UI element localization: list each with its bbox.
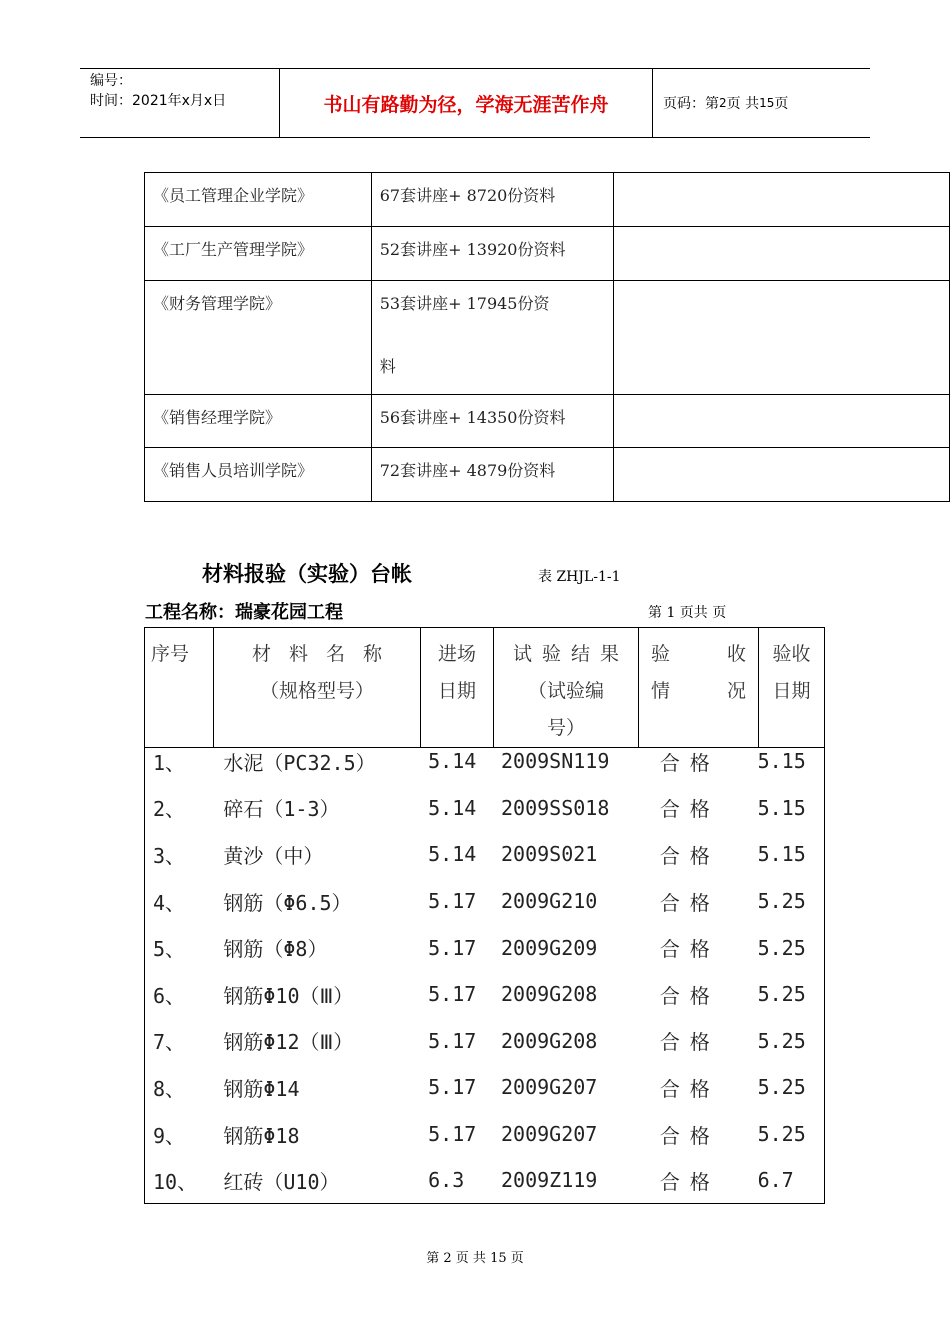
row-test-result: 2009S021	[501, 842, 598, 867]
header-entry-line: 进场	[437, 643, 476, 665]
row-entry-date: 5.17	[428, 1075, 477, 1100]
header-accept-char: 情	[651, 680, 671, 702]
page-mid: 页 共	[726, 96, 760, 112]
resource-note	[614, 173, 950, 227]
row-material: 碎石（1-3）	[223, 797, 340, 822]
row-entry-date: 5.17	[428, 982, 477, 1007]
row-test-result: 2009Z119	[493, 1157, 638, 1204]
header-material	[214, 628, 421, 748]
row-seq: 8、	[145, 1064, 214, 1111]
row-accept-date: 5.25	[758, 924, 825, 971]
row-material: 钢筋（Φ6.5）	[223, 890, 352, 915]
row-accept-date: 5.25	[758, 1018, 825, 1065]
row-accept-date: 5.15	[758, 785, 825, 832]
row-accept-date: 6.7	[758, 1157, 825, 1204]
row-status: 合格	[659, 1076, 720, 1101]
header-seq	[145, 628, 214, 748]
row-material: 黄沙（中）	[223, 843, 324, 868]
row-status: 合格	[659, 937, 720, 962]
row-test-result: 2009G207	[501, 1122, 598, 1147]
ledger-row	[145, 1157, 825, 1204]
header-acceptance	[639, 628, 759, 748]
row-status: 合格	[659, 890, 720, 915]
row-material: 红砖（U10）	[213, 1157, 420, 1204]
row-seq: 7、	[145, 1018, 214, 1065]
time-label: 时间：2021年x月x日	[90, 93, 227, 109]
row-status: 合格	[659, 797, 720, 822]
resource-name: 《财务管理学院》	[145, 281, 372, 395]
resource-content: 52套讲座+ 13920份资料	[371, 227, 614, 281]
row-seq: 2、	[145, 785, 214, 832]
row-entry-date: 5.17	[428, 935, 477, 960]
project-name: 工程名称：瑞豪花园工程	[145, 602, 343, 623]
resource-note	[614, 395, 950, 448]
number-label: 编号：	[90, 73, 132, 89]
row-status: 合格	[659, 750, 720, 775]
row-accept-date: 5.25	[758, 971, 825, 1018]
header-material-line: （规格型号）	[259, 680, 374, 702]
resource-note	[614, 227, 950, 281]
footer-mid: 页 共	[455, 1251, 486, 1266]
row-material: 水泥（PC32.5）	[223, 750, 376, 775]
row-seq: 10、	[145, 1157, 214, 1204]
ledger-row	[145, 831, 825, 878]
ledger-row	[145, 1018, 825, 1065]
form-code: 表 ZHJL-1-1	[538, 569, 621, 585]
row-entry-date: 5.14	[428, 749, 477, 774]
header-date-line: 验收	[772, 643, 811, 665]
resource-row	[145, 395, 950, 448]
resource-note	[614, 448, 950, 502]
header-accept-char: 验	[651, 643, 671, 665]
resource-content: 67套讲座+ 8720份资料	[371, 173, 614, 227]
row-material: 钢筋Φ10（Ⅲ）	[223, 983, 354, 1008]
row-accept-date: 5.15	[758, 738, 825, 785]
resource-content-line: 53套讲座+ 17945份资	[379, 294, 550, 313]
row-entry-date: 5.17	[428, 1122, 477, 1147]
ledger-row	[145, 878, 825, 925]
page-total: 15	[759, 96, 775, 110]
row-status: 合格	[659, 843, 720, 868]
resource-row	[145, 227, 950, 281]
footer-total: 15	[490, 1251, 507, 1266]
header-entry-line: 日期	[437, 680, 476, 702]
row-status: 合格	[638, 1157, 758, 1204]
header-result-line: 试 验 结 果	[512, 643, 620, 665]
header-material-line: 材 料 名 称	[251, 643, 383, 665]
header-accept-line	[645, 673, 752, 710]
row-test-result: 2009G208	[501, 1028, 598, 1053]
ledger-row	[145, 1064, 825, 1111]
page-prefix: 页码：第	[663, 96, 719, 112]
header-seq-label: 序号	[151, 643, 190, 665]
footer-prefix: 第	[426, 1251, 440, 1266]
row-accept-date: 5.25	[758, 1111, 825, 1158]
header-entry-date	[421, 628, 494, 748]
row-test-result: 2009G210	[501, 889, 598, 914]
row-status: 合格	[659, 1030, 720, 1055]
resource-name: 《员工管理企业学院》	[145, 173, 372, 227]
page-footer	[0, 1247, 950, 1266]
header-result-line: 号）	[546, 717, 585, 739]
row-material: 钢筋（Φ8）	[223, 937, 328, 962]
page-suffix: 页	[774, 96, 789, 112]
resource-content	[371, 281, 614, 395]
resource-name: 《工厂生产管理学院》	[145, 227, 372, 281]
header-page-number	[653, 69, 870, 137]
row-material: 钢筋Φ12（Ⅲ）	[223, 1030, 354, 1055]
footer-suffix: 页	[510, 1251, 524, 1266]
row-seq: 9、	[145, 1111, 214, 1158]
ledger-page-info: 第 1 页共 页	[648, 605, 727, 621]
resource-row	[145, 448, 950, 502]
header-result-line: （试验编	[527, 680, 604, 702]
row-seq: 3、	[145, 831, 214, 878]
row-test-result: 2009G208	[501, 982, 598, 1007]
resource-name: 《销售经理学院》	[145, 395, 372, 448]
page-header	[80, 68, 870, 138]
ledger-row	[145, 738, 825, 785]
header-test-result	[494, 628, 639, 748]
resource-note	[614, 281, 950, 395]
ledger-row	[145, 785, 825, 832]
resource-table	[144, 172, 950, 502]
row-entry-date: 5.17	[428, 889, 477, 914]
ledger-header-row	[145, 628, 825, 748]
row-material: 钢筋Φ18	[223, 1123, 300, 1148]
row-test-result: 2009G209	[501, 935, 598, 960]
row-accept-date: 5.15	[758, 831, 825, 878]
ledger-table	[144, 627, 825, 748]
row-test-result: 2009G207	[501, 1075, 598, 1100]
resource-row	[145, 173, 950, 227]
row-entry-date: 5.14	[428, 842, 477, 867]
row-entry-date: 5.17	[428, 1028, 477, 1053]
ledger-row	[145, 971, 825, 1018]
row-status: 合格	[659, 1123, 720, 1148]
header-meta	[80, 69, 280, 137]
resource-content: 56套讲座+ 14350份资料	[371, 395, 614, 448]
footer-page: 2	[443, 1251, 452, 1266]
header-date-line: 日期	[772, 680, 811, 702]
ledger-body	[144, 738, 825, 1204]
resource-row	[145, 281, 950, 395]
row-accept-date: 5.25	[758, 878, 825, 925]
header-accept-char: 况	[726, 680, 746, 702]
row-seq: 5、	[145, 924, 214, 971]
row-accept-date: 5.25	[758, 1064, 825, 1111]
row-status: 合格	[659, 983, 720, 1008]
row-seq: 4、	[145, 878, 214, 925]
resource-content: 72套讲座+ 4879份资料	[371, 448, 614, 502]
ledger-row	[145, 1111, 825, 1158]
ledger-title: 材料报验（实验）台帐	[202, 562, 412, 586]
header-accept-date	[759, 628, 825, 748]
page-num: 2	[719, 96, 727, 110]
row-entry-date: 5.14	[428, 795, 477, 820]
resource-name: 《销售人员培训学院》	[145, 448, 372, 502]
row-entry-date: 6.3	[420, 1157, 493, 1204]
ledger-row	[145, 924, 825, 971]
header-accept-line	[645, 636, 752, 673]
resource-content-line: 料	[379, 357, 396, 376]
row-seq: 6、	[145, 971, 214, 1018]
header-accept-char: 收	[726, 643, 746, 665]
row-test-result: 2009SS018	[501, 795, 610, 820]
row-material: 钢筋Φ14	[223, 1076, 300, 1101]
header-motto: 书山有路勤为径，学海无涯苦作舟	[280, 69, 653, 137]
row-seq: 1、	[145, 738, 214, 785]
row-test-result: 2009SN119	[501, 749, 610, 774]
